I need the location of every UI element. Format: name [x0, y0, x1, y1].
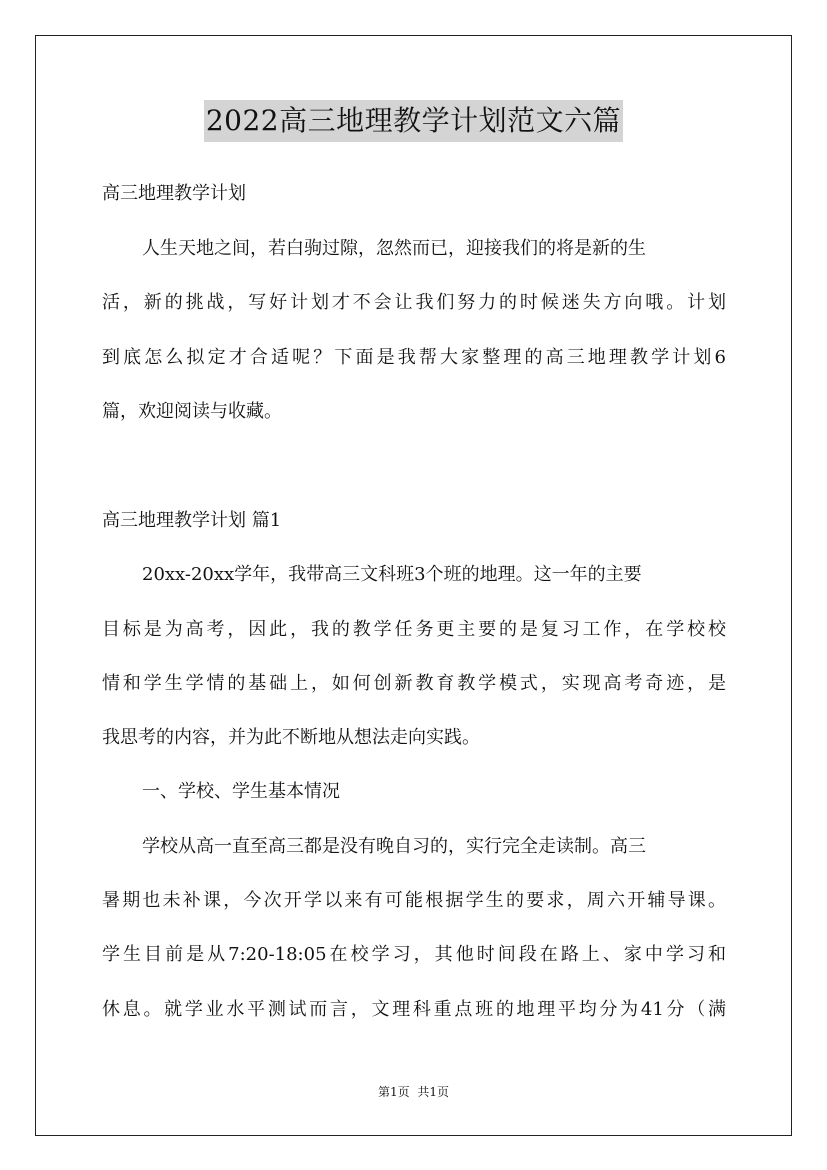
intro-line-1: 人生天地之间，若白驹过隙，忽然而已，迎接我们的将是新的生	[142, 238, 646, 259]
para1-line-2: 目标是为高考，因此，我的教学任务更主要的是复习工作，在学校校	[102, 619, 726, 640]
page-number: 第1页	[377, 1085, 410, 1099]
intro-line-2: 活，新的挑战，写好计划才不会让我们努力的时候迷失方向哦。计划	[102, 292, 726, 313]
total-pages: 共1页	[417, 1085, 450, 1099]
intro-heading: 高三地理教学计划	[102, 183, 246, 204]
section1-heading: 一、学校、学生基本情况	[142, 781, 340, 802]
para1-line-3: 情和学生学情的基础上，如何创新教育教学模式，实现高考奇迹，是	[102, 673, 726, 694]
para2-line-1: 学校从高一直至高三都是没有晚自习的，实行完全走读制。高三	[142, 836, 646, 857]
page-footer	[0, 1084, 827, 1100]
title-container	[0, 100, 827, 142]
intro-line-3: 到底怎么拟定才合适呢？下面是我帮大家整理的高三地理教学计划6	[102, 347, 726, 368]
para2-line-4: 休息。就学业水平测试而言，文理科重点班的地理平均分为41分（满	[102, 999, 726, 1020]
part1-heading: 高三地理教学计划 篇1	[102, 510, 282, 531]
para2-line-2: 暑期也未补课，今次开学以来有可能根据学生的要求，周六开辅导课。	[102, 890, 726, 911]
para2-line-3: 学生目前是从7:20-18:05在校学习，其他时间段在路上、家中学习和	[102, 944, 726, 965]
para1-line-4: 我思考的内容，并为此不断地从想法走向实践。	[102, 727, 480, 748]
document-title: 2022高三地理教学计划范文六篇	[204, 100, 623, 142]
intro-line-4: 篇，欢迎阅读与收藏。	[102, 401, 282, 422]
para1-line-1: 20xx-20xx学年，我带高三文科班3个班的地理。这一年的主要	[142, 564, 642, 585]
